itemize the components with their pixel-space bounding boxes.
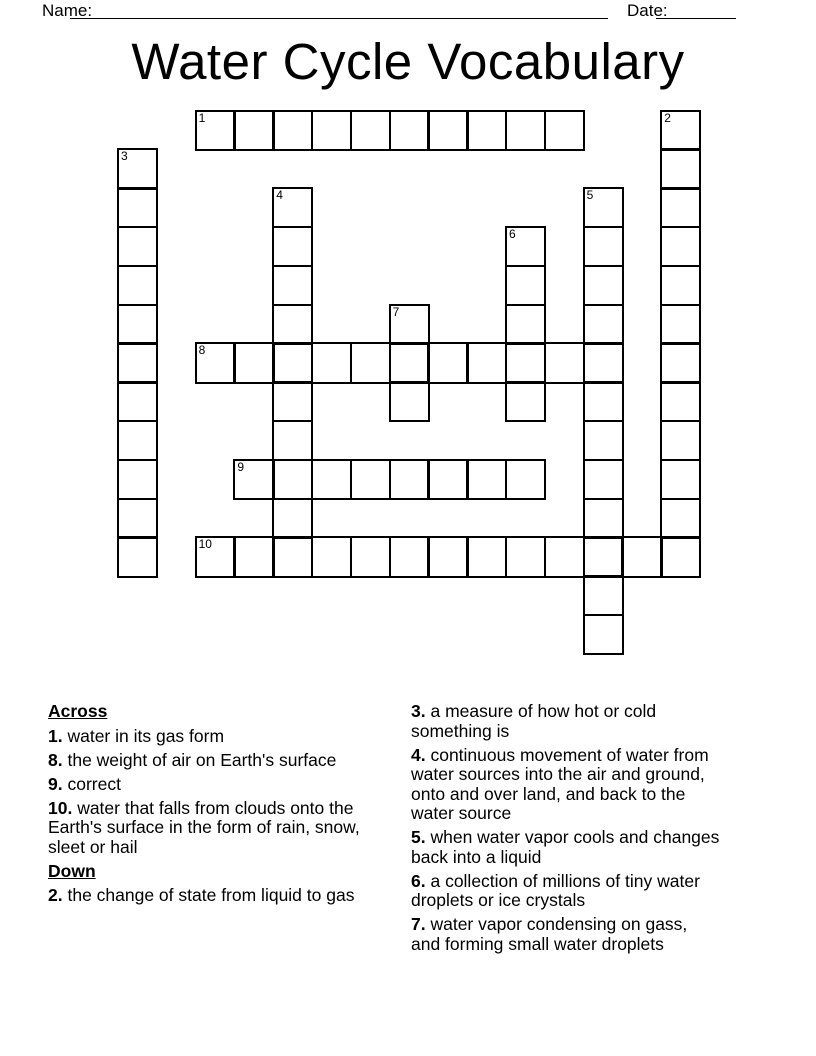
grid-cell[interactable]: [505, 226, 546, 267]
grid-cell[interactable]: [583, 304, 624, 345]
date-label: Date:: [627, 1, 668, 20]
grid-cell[interactable]: [311, 459, 352, 500]
grid-cell[interactable]: [272, 187, 313, 228]
clue-number: 8.: [48, 749, 63, 770]
grid-cell[interactable]: [117, 187, 158, 228]
grid-cell[interactable]: [195, 110, 236, 151]
grid-cell[interactable]: [311, 110, 352, 151]
grid-cell[interactable]: [350, 536, 391, 577]
grid-cell[interactable]: [427, 110, 468, 151]
grid-cell[interactable]: [505, 304, 546, 345]
grid-cell[interactable]: [660, 420, 701, 461]
grid-cell[interactable]: [311, 536, 352, 577]
cell-number: 9: [237, 459, 245, 474]
clue-3: [411, 702, 721, 741]
grid-cell[interactable]: [505, 110, 546, 151]
grid-cell[interactable]: [272, 226, 313, 267]
grid-cell[interactable]: [117, 498, 158, 539]
grid-cell[interactable]: [505, 265, 546, 306]
grid-cell[interactable]: [583, 226, 624, 267]
grid-cell[interactable]: [660, 342, 701, 383]
grid-cell[interactable]: [544, 536, 585, 577]
grid-cell[interactable]: [583, 342, 624, 383]
grid-cell[interactable]: [350, 110, 391, 151]
clue-text: water that falls from clouds onto the Earth's surface in the form of rain, snow, sleet or hail: [48, 797, 360, 857]
clue-text: the weight of air on Earth's surface: [62, 749, 337, 770]
clues-heading-across: Across: [48, 701, 108, 721]
grid-cell[interactable]: [117, 304, 158, 345]
grid-cell[interactable]: [621, 536, 662, 577]
grid-cell[interactable]: [195, 536, 236, 577]
clue-2: [48, 886, 390, 906]
grid-cell[interactable]: [583, 420, 624, 461]
grid-cell[interactable]: [272, 342, 313, 383]
grid-cell[interactable]: [505, 459, 546, 500]
clue-text: when water vapor cools and changes back into a liquid: [411, 827, 720, 867]
clue-text: a measure of how hot or cold something is: [411, 701, 657, 741]
grid-cell[interactable]: [660, 226, 701, 267]
grid-cell[interactable]: [350, 459, 391, 500]
clue-number: 7.: [411, 914, 426, 934]
cell-number: 7: [392, 304, 400, 319]
grid-cell[interactable]: [660, 265, 701, 306]
grid-cell[interactable]: [389, 536, 430, 577]
cell-number: 4: [276, 188, 283, 203]
clues-heading-down: Down: [48, 860, 96, 881]
cell-number: 6: [509, 226, 516, 241]
grid-cell[interactable]: [272, 459, 313, 500]
clue-text: the change of state from liquid to gas: [62, 885, 355, 905]
grid-cell[interactable]: [117, 536, 158, 577]
grid-cell[interactable]: [583, 459, 624, 500]
grid-cell[interactable]: [389, 304, 430, 345]
grid-cell[interactable]: [272, 304, 313, 345]
cell-number: 1: [198, 110, 206, 125]
clue-number: 10.: [48, 797, 73, 818]
grid-cell[interactable]: [117, 342, 158, 383]
grid-cell[interactable]: [272, 536, 313, 577]
grid-cell[interactable]: [583, 187, 624, 228]
grid-cell[interactable]: [427, 342, 468, 383]
grid-cell[interactable]: [660, 536, 701, 577]
grid-cell[interactable]: [583, 536, 624, 577]
grid-cell[interactable]: [660, 110, 701, 151]
clue-10: [48, 799, 390, 858]
grid-cell[interactable]: [233, 536, 274, 577]
grid-cell[interactable]: [117, 148, 158, 189]
grid-cell[interactable]: [583, 614, 624, 655]
grid-cell[interactable]: [195, 342, 236, 383]
grid-cell[interactable]: [505, 342, 546, 383]
grid-cell[interactable]: [389, 342, 430, 383]
grid-cell[interactable]: [583, 575, 624, 616]
grid-cell[interactable]: [272, 381, 313, 422]
clue-text: water vapor condensing on gass, and forming small water droplets: [411, 914, 688, 954]
grid-cell[interactable]: [117, 420, 158, 461]
grid-cell[interactable]: [466, 342, 507, 383]
grid-cell[interactable]: [466, 459, 507, 500]
grid-cell[interactable]: [505, 381, 546, 422]
cell-number: 3: [121, 149, 128, 164]
grid-cell[interactable]: [350, 342, 391, 383]
grid-cell[interactable]: [544, 342, 585, 383]
grid-cell[interactable]: [233, 459, 274, 500]
clue-number: 1.: [48, 725, 63, 746]
clue-number: 2.: [48, 885, 63, 905]
grid-cell[interactable]: [660, 304, 701, 345]
clue-number: 9.: [48, 773, 63, 794]
grid-cell[interactable]: [660, 148, 701, 189]
grid-cell[interactable]: [117, 381, 158, 422]
clue-number: 3.: [411, 701, 426, 721]
clue-8: [48, 751, 390, 771]
clue-7: [411, 915, 721, 954]
grid-cell[interactable]: [117, 226, 158, 267]
cell-number: 5: [586, 188, 594, 203]
grid-cell[interactable]: [427, 536, 468, 577]
clue-4: [411, 746, 721, 824]
clue-1: [48, 727, 390, 747]
clue-number: 5.: [411, 827, 426, 847]
clues-column-right: [411, 702, 721, 959]
clue-5: [411, 828, 721, 867]
cell-number: 2: [664, 110, 671, 125]
grid-cell[interactable]: [466, 536, 507, 577]
clue-text: a collection of millions of tiny water droplets or ice crystals: [411, 870, 700, 910]
cell-number: 8: [198, 343, 206, 358]
grid-cell[interactable]: [660, 381, 701, 422]
grid-cell[interactable]: [272, 265, 313, 306]
grid-cell[interactable]: [660, 187, 701, 228]
grid-cell[interactable]: [117, 265, 158, 306]
grid-cell[interactable]: [466, 110, 507, 151]
grid-cell[interactable]: [233, 342, 274, 383]
name-label: Name:: [42, 1, 93, 20]
grid-cell[interactable]: [505, 536, 546, 577]
clue-text: continuous movement of water from water sources into the air and ground, onto and over land, and back to the water source: [411, 744, 709, 823]
grid-cell[interactable]: [233, 110, 274, 151]
grid-cell[interactable]: [272, 498, 313, 539]
clues-column-left: [48, 702, 390, 910]
grid-cell[interactable]: [583, 265, 624, 306]
clue-6: [411, 872, 721, 911]
grid-cell[interactable]: [389, 459, 430, 500]
cell-number: 10: [198, 537, 212, 552]
clue-text: water in its gas form: [62, 725, 225, 746]
grid-cell[interactable]: [272, 110, 313, 151]
grid-cell[interactable]: [660, 498, 701, 539]
clue-number: 6.: [411, 870, 426, 891]
grid-cell[interactable]: [583, 498, 624, 539]
grid-cell[interactable]: [427, 459, 468, 500]
clue-number: 4.: [411, 744, 426, 765]
grid-cell[interactable]: [389, 110, 430, 151]
grid-cell[interactable]: [272, 420, 313, 461]
grid-cell[interactable]: [583, 381, 624, 422]
page-title: Water Cycle Vocabulary: [131, 33, 685, 90]
grid-cell[interactable]: [389, 381, 430, 422]
grid-cell[interactable]: [544, 110, 585, 151]
clue-text: correct: [62, 773, 121, 794]
grid-cell[interactable]: [660, 459, 701, 500]
grid-cell[interactable]: [311, 342, 352, 383]
clue-9: [48, 775, 390, 795]
grid-cell[interactable]: [117, 459, 158, 500]
